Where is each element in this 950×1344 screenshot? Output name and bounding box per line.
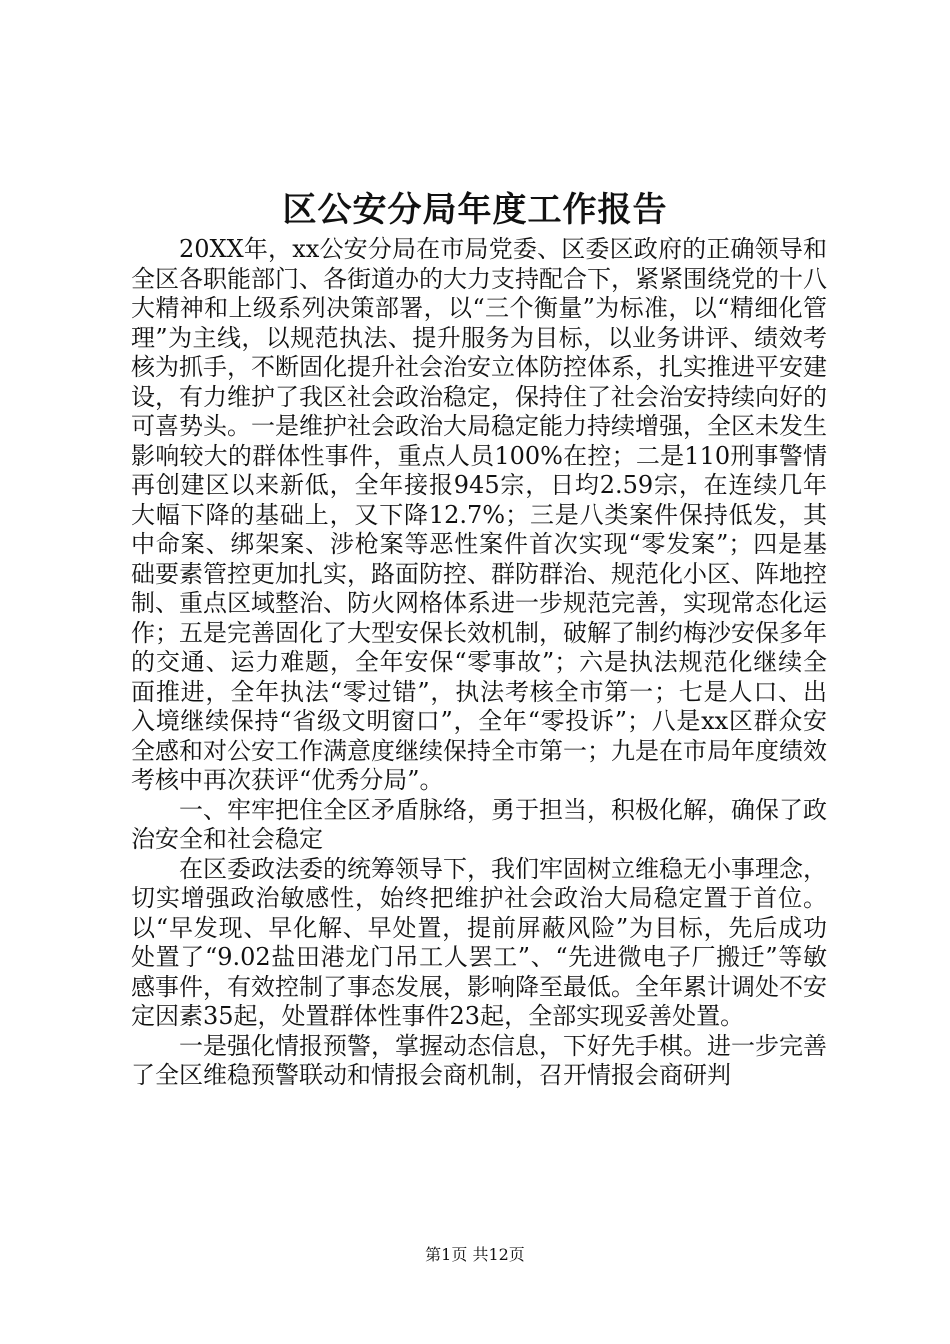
- paragraph-point-one: 一是强化情报预警，掌握动态信息，下好先手棋。进一步完善了全区维稳预警联动和情报会商机制，召开情报会商研判: [131, 1031, 827, 1089]
- paragraph-intro: 20XX年，xx公安分局在市局党委、区委区政府的正确领导和全区各职能部门、各街道办的大力支持配合下，紧紧围绕党的十八大精神和上级系列决策部署，以“三个衡量”为标准，以“精细化管理”为主线，以规范执法、提升服务为目标，以业务讲评、绩效考核为抓手，不断固化提升社会治安立体防控体系，扎实推进平安建设，有力维护了我区社会政治稳定，保持住了社会治安持续向好的可喜势头。一是维护社会政治大局稳定能力持续增强，全区未发生影响较大的群体性事件，重点人员100%在控；二是110刑事警情再创建区以来新低，全年接报945宗，日均2.59宗，在连续几年大幅下降的基础上，又下降12.7%；三是八类案件保持低发，其中命案、绑架案、涉枪案等恶性案件首次实现“零发案”；四是基础要素管控更加扎实，路面防控、群防群治、规范化小区、阵地控制、重点区域整治、防火网格体系进一步规范完善，实现常态化运作；五是完善固化了大型安保长效机制，破解了制约梅沙安保多年的交通、运力难题，全年安保“零事故”；六是执法规范化继续全面推进，全年执法“零过错”，执法考核全市第一；七是人口、出入境继续保持“省级文明窗口”，全年“零投诉”；八是xx区群众安全感和对公安工作满意度继续保持全市第一；九是在市局年度绩效考核中再次获评“优秀分局”。: [131, 235, 827, 794]
- document-body: [131, 235, 827, 1091]
- page-footer: 第1页 共12页: [425, 1245, 525, 1264]
- paragraph-section-body: 在区委政法委的统筹领导下，我们牢固树立维稳无小事理念，切实增强政治敏感性，始终把维护社会政治大局稳定置于首位。以“早发现、早化解、早处置，提前屏蔽风险”为目标，先后成功处置了“9.02盐田港龙门吊工人罢工”、“先进微电子厂搬迁”等敏感事件，有效控制了事态发展，影响降至最低。全年累计调处不安定因素35起，处置群体性事件23起，全部实现妥善处置。: [131, 854, 827, 1030]
- document-title: 区公安分局年度工作报告: [282, 190, 668, 230]
- paragraph-section-heading: 一、牢牢把住全区矛盾脉络，勇于担当，积极化解，确保了政治安全和社会稳定: [131, 795, 827, 853]
